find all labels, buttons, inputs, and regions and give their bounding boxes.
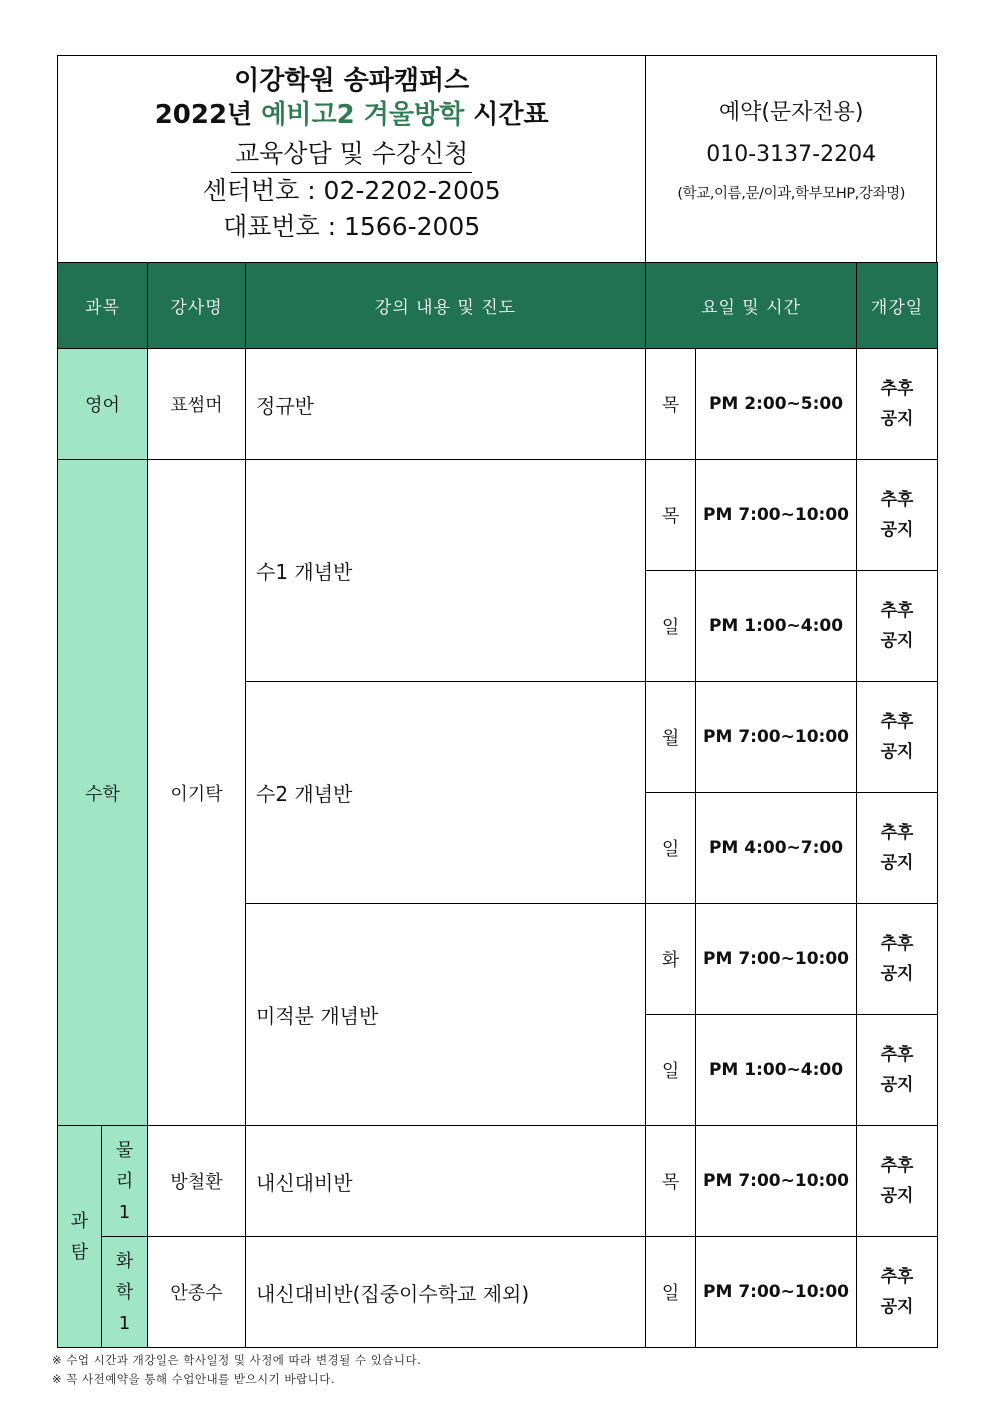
time-cell: PM 7:00~10:00 (696, 904, 857, 1015)
open-cell (857, 571, 938, 682)
title-tail: 시간표 (473, 100, 549, 130)
time-cell: PM 2:00~5:00 (696, 349, 857, 460)
subsubject-char: 1 (118, 1201, 131, 1223)
main-phone: 대표번호 : 1566-2005 (223, 212, 481, 241)
time-cell: PM 7:00~10:00 (696, 1237, 857, 1348)
open-line1: 추후 (880, 379, 914, 399)
open-cell (857, 904, 938, 1015)
day-cell: 목 (646, 1126, 696, 1237)
subsubject-cell (102, 1126, 148, 1237)
content-cell: 미적분 개념반 (246, 904, 646, 1126)
open-line2: 공지 (880, 1297, 914, 1317)
center-phone: 센터번호 : 02-2202-2005 (202, 176, 501, 205)
time-cell: PM 1:00~4:00 (696, 1015, 857, 1126)
open-line2: 공지 (880, 853, 914, 873)
subject-char: 과 (70, 1210, 89, 1232)
open-cell (857, 1237, 938, 1348)
open-line2: 공지 (880, 631, 914, 651)
teacher-cell: 방철환 (148, 1126, 246, 1237)
time-cell: PM 4:00~7:00 (696, 793, 857, 904)
open-line1: 추후 (880, 601, 914, 621)
footnotes (52, 1351, 421, 1389)
reserve-note: (학교,이름,문/이과,학부모HP,강좌명) (677, 186, 905, 202)
timetable-sheet (57, 55, 937, 1348)
time-cell: PM 7:00~10:00 (696, 682, 857, 793)
time-cell: PM 1:00~4:00 (696, 571, 857, 682)
open-line2: 공지 (880, 964, 914, 984)
open-line2: 공지 (880, 1075, 914, 1095)
subsubject-cell (102, 1237, 148, 1348)
title-highlight: 예비고2 겨울방학 (261, 100, 465, 130)
content-cell: 수1 개념반 (246, 460, 646, 682)
timetable (57, 262, 938, 1348)
open-line1: 추후 (880, 712, 914, 732)
subsubject-char: 리 (115, 1170, 134, 1192)
col-open: 개강일 (857, 263, 938, 349)
open-line2: 공지 (880, 520, 914, 540)
footnote: ※ 수업 시간과 개강일은 학사일정 및 사정에 따라 변경될 수 있습니다. (52, 1353, 422, 1367)
day-cell: 일 (646, 793, 696, 904)
open-line1: 추후 (880, 1267, 914, 1287)
content-cell: 내신대비반(집중이수학교 제외) (246, 1237, 646, 1348)
table-row (58, 1126, 938, 1237)
day-cell: 일 (646, 1015, 696, 1126)
open-line1: 추후 (880, 1045, 914, 1065)
content-cell: 정규반 (246, 349, 646, 460)
open-cell (857, 1015, 938, 1126)
open-line1: 추후 (880, 490, 914, 510)
table-row (58, 349, 938, 460)
header-block (57, 55, 937, 262)
col-schedule: 요일 및 시간 (646, 263, 857, 349)
open-line1: 추후 (880, 1156, 914, 1176)
subsubject-char: 1 (118, 1312, 131, 1334)
content-cell: 수2 개념반 (246, 682, 646, 904)
day-cell: 화 (646, 904, 696, 1015)
open-cell (857, 793, 938, 904)
consult-heading: 교육상담 및 수강신청 (231, 136, 472, 173)
subject-char: 탐 (70, 1241, 89, 1263)
header-title-area (58, 56, 646, 262)
col-subject: 과목 (58, 263, 148, 349)
subject-cell: 수학 (58, 460, 148, 1126)
table-header-row (58, 263, 938, 349)
subject-cell: 영어 (58, 349, 148, 460)
open-line2: 공지 (880, 1186, 914, 1206)
table-row (58, 460, 938, 571)
day-cell: 목 (646, 460, 696, 571)
time-cell: PM 7:00~10:00 (696, 1126, 857, 1237)
day-cell: 일 (646, 571, 696, 682)
subject-cell (58, 1126, 102, 1348)
subsubject-char: 학 (115, 1281, 134, 1303)
col-teacher: 강사명 (148, 263, 246, 349)
teacher-cell: 안종수 (148, 1237, 246, 1348)
open-line2: 공지 (880, 409, 914, 429)
open-cell (857, 349, 938, 460)
open-line1: 추후 (880, 823, 914, 843)
teacher-cell: 표썸머 (148, 349, 246, 460)
teacher-cell: 이기탁 (148, 460, 246, 1126)
day-cell: 목 (646, 349, 696, 460)
reserve-phone: 010-3137-2204 (706, 142, 877, 167)
day-cell: 일 (646, 1237, 696, 1348)
open-cell (857, 460, 938, 571)
subsubject-char: 화 (115, 1250, 134, 1272)
open-line1: 추후 (880, 934, 914, 954)
title-year: 2022년 (154, 100, 253, 130)
academy-name: 이강학원 송파캠퍼스 (234, 66, 470, 96)
table-row (58, 1237, 938, 1348)
reservation-area (646, 56, 936, 262)
day-cell: 월 (646, 682, 696, 793)
content-cell: 내신대비반 (246, 1126, 646, 1237)
subsubject-char: 물 (115, 1139, 134, 1161)
reserve-label: 예약(문자전용) (718, 100, 864, 125)
time-cell: PM 7:00~10:00 (696, 460, 857, 571)
col-content: 강의 내용 및 진도 (246, 263, 646, 349)
open-line2: 공지 (880, 742, 914, 762)
open-cell (857, 682, 938, 793)
footnote: ※ 꼭 사전예약을 통해 수업안내를 받으시기 바랍니다. (52, 1372, 336, 1386)
open-cell (857, 1126, 938, 1237)
timetable-title (58, 98, 645, 132)
